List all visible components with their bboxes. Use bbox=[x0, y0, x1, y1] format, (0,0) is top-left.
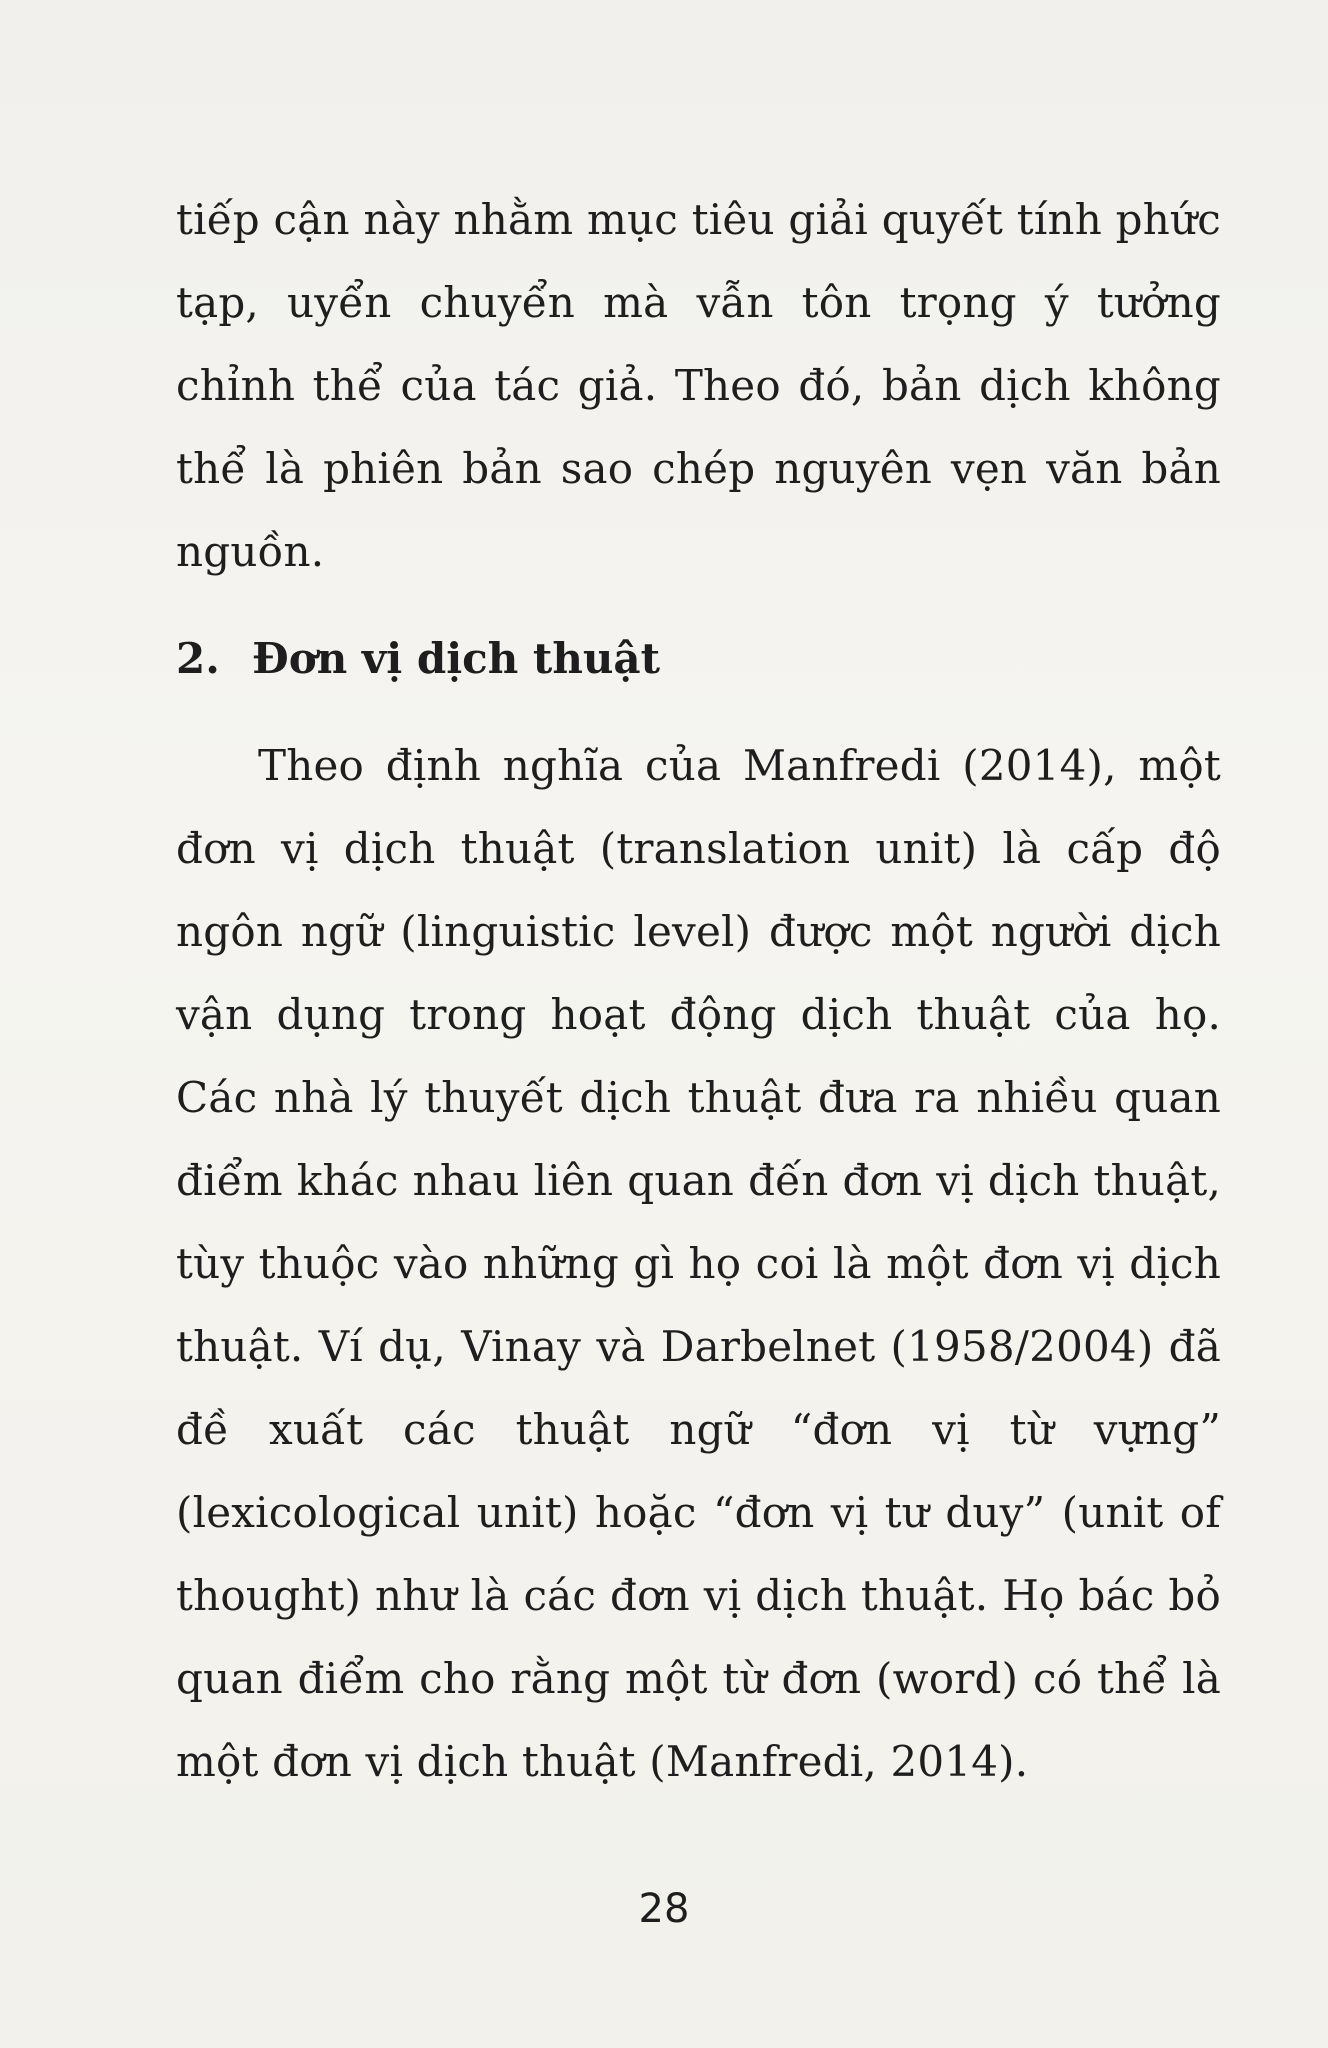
section-heading bbox=[176, 617, 660, 700]
section-title: Đơn vị dịch thuật bbox=[252, 634, 661, 683]
page-number: 28 bbox=[638, 1886, 690, 1932]
section-number: 2. bbox=[176, 634, 220, 683]
paragraph-continued: tiếp cận này nhằm mục tiêu giải quyết tính phức tạp, uyển chuyển mà vẫn tôn trọng ý tưởng chỉnh thể của tác giả. Theo đó, bản dịch không thể là phiên bản sao chép nguyên vẹn văn bản nguồn. bbox=[176, 195, 1221, 576]
paragraph-translation-unit: Theo định nghĩa của Manfredi (2014), một đơn vị dịch thuật (translation unit) là cấp độ ngôn ngữ (linguistic level) được một người dịch vận dụng trong hoạt động dịch thuật của họ. Các nhà lý thuyết dịch thuật đưa ra nhiều quan điểm khác nhau liên quan đến đơn vị dịch thuật, tùy thuộc vào những gì họ coi là một đơn vị dịch thuật. Ví dụ, Vinay và Darbelnet (1958/2004) đã đề xuất các thuật ngữ “đơn vị từ vựng” (lexicological unit) hoặc “đơn vị tư duy” (unit of thought) như là các đơn vị dịch thuật. Họ bác bỏ quan điểm cho rằng một từ đơn (word) có thể là một đơn vị dịch thuật (Manfredi, 2014). bbox=[176, 741, 1221, 1786]
